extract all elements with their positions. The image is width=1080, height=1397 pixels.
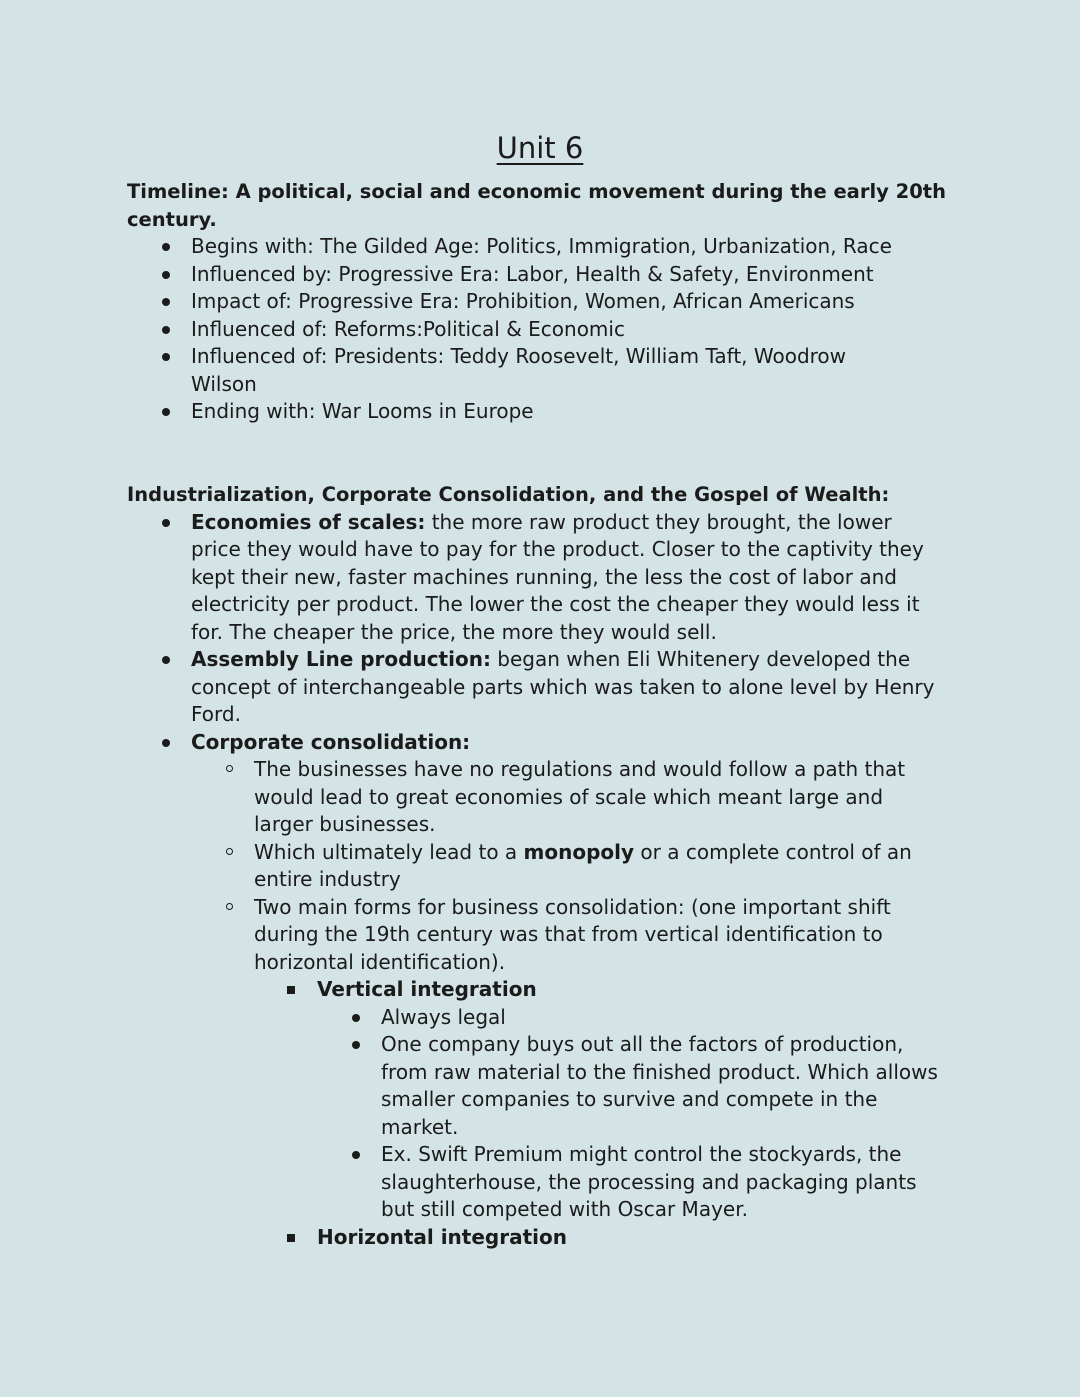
- vertical-point: Ex. Swift Premium might control the stockyards, the slaughterhouse, the processing and packaging plants but still competed with Oscar Mayer.: [317, 1141, 947, 1224]
- consolidation-subitem: [191, 839, 947, 894]
- vertical-integration-item: [254, 976, 947, 1224]
- horizontal-integration-item: [254, 1224, 947, 1252]
- vertical-integration-label: Vertical integration: [317, 977, 537, 1001]
- vertical-point: Always legal: [317, 1004, 947, 1032]
- consolidation-term: Corporate consolidation:: [191, 729, 471, 754]
- industrialization-heading: Industrialization, Corporate Consolidation, and the Gospel of Wealth:: [127, 483, 890, 506]
- vertical-point: One company buys out all the factors of production, from raw material to the finished product. Which allows smaller companies to survive and compete in the market.: [317, 1031, 947, 1141]
- industrialization-section: [127, 481, 947, 1251]
- integration-list: [254, 976, 947, 1251]
- industrialization-list: [127, 509, 947, 1252]
- assembly-term: Assembly Line production:: [191, 647, 491, 671]
- consolidation-subitem: The businesses have no regulations and would follow a path that would lead to great economies of scale which meant large and larger businesses.: [191, 756, 947, 839]
- timeline-item: Influenced by: Progressive Era: Labor, Health & Safety, Environment: [127, 261, 947, 289]
- economies-text: the more raw product they brought, the lower price they would have to pay for the product. Closer to the captivity they kept their new, faster machines running, the less the cost of labor and electricity per product. The lower the cost the cheaper they would less it for. The cheaper the price, the more they would sell.: [191, 509, 924, 644]
- consolidation-subitem: [191, 894, 947, 1252]
- timeline-item: Ending with: War Looms in Europe: [127, 398, 947, 426]
- timeline-section: [127, 178, 947, 426]
- page-title: Unit 6: [496, 131, 584, 165]
- timeline-item: Influenced of: Presidents: Teddy Roosevelt, William Taft, Woodrow Wilson: [127, 343, 947, 398]
- monopoly-term: monopoly: [523, 839, 635, 864]
- economies-term: Economies of scales:: [191, 509, 426, 534]
- monopoly-text-before: Which ultimately lead to a: [254, 839, 524, 864]
- timeline-list: [127, 233, 947, 426]
- economies-of-scale-item: [127, 509, 947, 647]
- timeline-item: Begins with: The Gilded Age: Politics, Immigration, Urbanization, Race: [127, 233, 947, 261]
- timeline-heading: Timeline: A political, social and economic movement during the early 20th century.: [127, 180, 946, 231]
- assembly-text: began when Eli Whitenery developed the concept of interchangeable parts which was taken to alone level by Henry Ford.: [191, 647, 935, 726]
- horizontal-integration-label: Horizontal integration: [317, 1224, 567, 1249]
- consolidation-forms-text: Two main forms for business consolidation: (one important shift during the 19th century was that from vertical identification to horizontal identification).: [254, 894, 891, 974]
- timeline-item: Impact of: Progressive Era: Prohibition, Women, African Americans: [127, 288, 947, 316]
- timeline-item: Influenced of: Reforms:Political & Economic: [127, 316, 947, 344]
- assembly-line-item: [127, 646, 947, 729]
- consolidation-sublist: [191, 756, 947, 1251]
- monopoly-text-after: or a complete control of an entire industry: [254, 839, 912, 891]
- corporate-consolidation-item: [127, 729, 947, 1252]
- vertical-points: [317, 1004, 947, 1224]
